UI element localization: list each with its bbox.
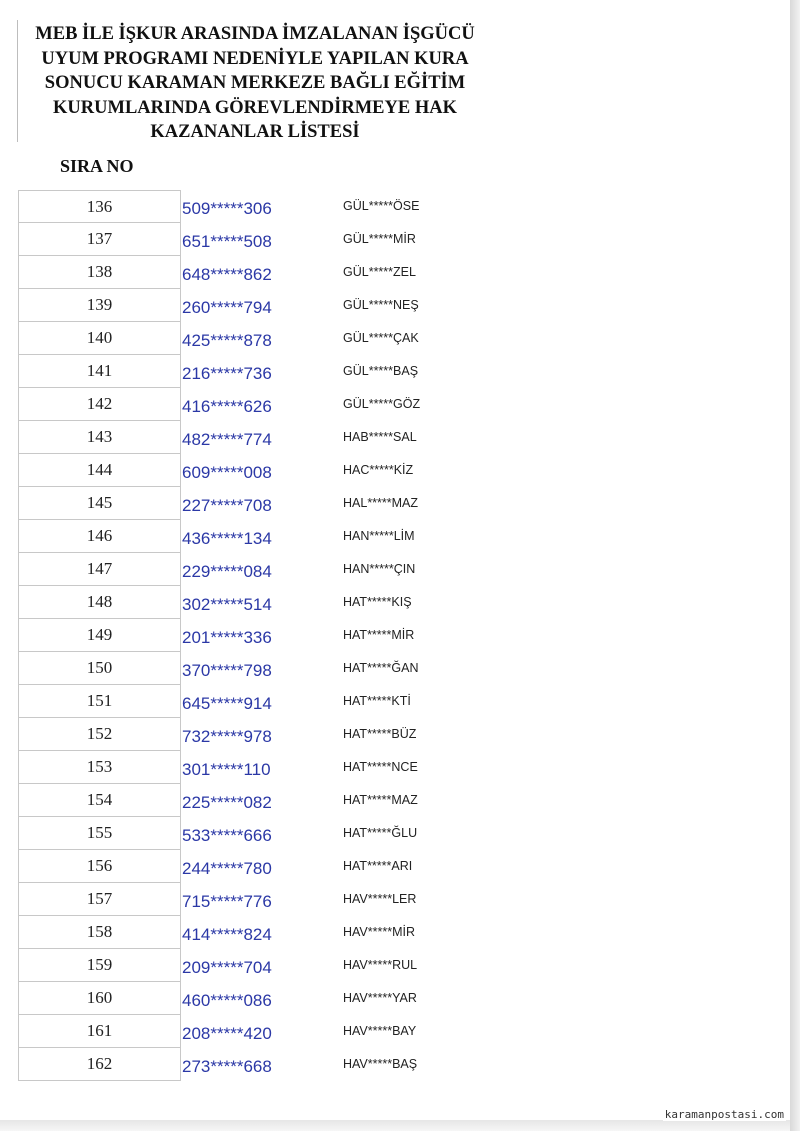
page-shadow-bottom: [0, 1120, 790, 1131]
title-line: UYUM PROGRAMI NEDENİYLE YAPILAN KURA: [41, 48, 469, 69]
masked-id-number: 301*****110: [182, 760, 271, 779]
masked-id-number: 414*****824: [182, 925, 272, 944]
masked-name: GÜL*****GÖZ: [343, 397, 421, 411]
table-row: [18, 322, 478, 355]
title-line: KURUMLARINDA GÖREVLENDİRMEYE HAK: [53, 97, 457, 118]
masked-name: HAB*****SAL: [343, 430, 417, 444]
masked-id-number: 609*****008: [182, 463, 272, 482]
table-row: [18, 817, 478, 850]
masked-name: HAT*****ARI: [343, 859, 413, 873]
sira-no-cell: 150: [18, 652, 181, 685]
sira-no-cell: 158: [18, 916, 181, 949]
table-row: [18, 949, 478, 982]
sira-no-cell: 159: [18, 949, 181, 982]
masked-name: GÜL*****NEŞ: [343, 298, 419, 312]
masked-name: HAT*****ĞLU: [343, 826, 418, 840]
masked-id-number: 425*****878: [182, 331, 272, 350]
table-row: [18, 850, 478, 883]
masked-name: HAT*****MİR: [343, 628, 415, 642]
sira-no-cell: 162: [18, 1048, 181, 1081]
masked-id-number: 302*****514: [182, 595, 272, 614]
masked-name: HAT*****KIŞ: [343, 595, 412, 609]
site-watermark: karamanpostasi.com: [664, 1108, 784, 1121]
table-row: [18, 982, 478, 1015]
table-row: [18, 421, 478, 454]
masked-name: HAV*****BAŞ: [343, 1057, 418, 1071]
table-row: [18, 718, 478, 751]
table-row: [18, 916, 478, 949]
sira-no-cell: 143: [18, 421, 181, 454]
masked-name: GÜL*****ÖSE: [343, 199, 420, 213]
masked-id-number: 509*****306: [182, 199, 272, 218]
table-row: [18, 487, 478, 520]
masked-name: HAN*****ÇIN: [343, 562, 416, 576]
sira-no-cell: 160: [18, 982, 181, 1015]
table-row: [18, 454, 478, 487]
sira-no-cell: 153: [18, 751, 181, 784]
masked-name: HAT*****MAZ: [343, 793, 418, 807]
sira-no-cell: 149: [18, 619, 181, 652]
title-line: KAZANANLAR LİSTESİ: [150, 122, 360, 142]
sira-no-cell: 151: [18, 685, 181, 718]
table-row: [18, 388, 478, 421]
masked-id-number: 208*****420: [182, 1024, 272, 1043]
document-title: [20, 22, 490, 145]
table-row: [18, 190, 478, 223]
masked-id-number: 533*****666: [182, 826, 272, 845]
masked-name: GÜL*****ÇAK: [343, 331, 419, 345]
table-row: [18, 355, 478, 388]
sira-no-header: SIRA NO: [60, 156, 134, 176]
sira-no-cell: 139: [18, 289, 181, 322]
table-row: [18, 553, 478, 586]
sira-no-cell: 157: [18, 883, 181, 916]
masked-name: HAC*****KİZ: [343, 463, 414, 477]
title-line: MEB İLE İŞKUR ARASINDA İMZALANAN İŞGÜCÜ: [35, 24, 475, 44]
masked-id-number: 273*****668: [182, 1057, 272, 1076]
masked-id-number: 370*****798: [182, 661, 272, 680]
sira-no-cell: 161: [18, 1015, 181, 1048]
sira-no-cell: 154: [18, 784, 181, 817]
masked-id-number: 209*****704: [182, 958, 272, 977]
sira-no-cell: 152: [18, 718, 181, 751]
winners-list: [18, 190, 478, 1081]
table-row: [18, 619, 478, 652]
masked-name: HAN*****LİM: [343, 529, 415, 543]
masked-name: GÜL*****MİR: [343, 232, 416, 246]
masked-id-number: 460*****086: [182, 991, 272, 1010]
sira-no-cell: 144: [18, 454, 181, 487]
masked-name: HAL*****MAZ: [343, 496, 419, 510]
masked-id-number: 229*****084: [182, 562, 272, 581]
sira-no-cell: 155: [18, 817, 181, 850]
sira-no-cell: 156: [18, 850, 181, 883]
masked-name: GÜL*****ZEL: [343, 265, 416, 279]
sira-no-cell: 138: [18, 256, 181, 289]
masked-id-number: 482*****774: [182, 430, 272, 449]
table-row: [18, 223, 478, 256]
masked-id-number: 732*****978: [182, 727, 272, 746]
masked-name: HAT*****ĞAN: [343, 661, 419, 675]
masked-id-number: 260*****794: [182, 298, 272, 317]
masked-id-number: 416*****626: [182, 397, 272, 416]
sira-no-cell: 147: [18, 553, 181, 586]
table-row: [18, 883, 478, 916]
sira-no-cell: 146: [18, 520, 181, 553]
masked-id-number: 216*****736: [182, 364, 272, 383]
table-row: [18, 784, 478, 817]
table-row: [18, 1015, 478, 1048]
masked-name: GÜL*****BAŞ: [343, 364, 419, 378]
masked-id-number: 201*****336: [182, 628, 272, 647]
page-shadow-right: [790, 0, 800, 1131]
masked-id-number: 244*****780: [182, 859, 272, 878]
sira-no-cell: 148: [18, 586, 181, 619]
masked-name: HAT*****NCE: [343, 760, 418, 774]
masked-name: HAV*****LER: [343, 892, 417, 906]
table-row: [18, 586, 478, 619]
table-row: [18, 289, 478, 322]
table-row: [18, 751, 478, 784]
table-row: [18, 520, 478, 553]
masked-name: HAV*****MİR: [343, 925, 416, 939]
title-line: SONUCU KARAMAN MERKEZE BAĞLI EĞİTİM: [44, 73, 466, 93]
sira-no-cell: 140: [18, 322, 181, 355]
sira-no-cell: 136: [18, 190, 181, 223]
masked-name: HAT*****BÜZ: [343, 727, 417, 741]
masked-name: HAV*****BAY: [343, 1024, 417, 1038]
masked-id-number: 645*****914: [182, 694, 272, 713]
table-row: [18, 685, 478, 718]
masked-name: HAV*****RUL: [343, 958, 418, 972]
masked-id-number: 715*****776: [182, 892, 272, 911]
sira-no-cell: 137: [18, 223, 181, 256]
sira-no-cell: 142: [18, 388, 181, 421]
masked-id-number: 651*****508: [182, 232, 272, 251]
masked-id-number: 436*****134: [182, 529, 272, 548]
masked-id-number: 227*****708: [182, 496, 272, 515]
sira-no-cell: 145: [18, 487, 181, 520]
title-margin-rule: [17, 20, 18, 142]
table-row: [18, 1048, 478, 1081]
masked-name: HAT*****KTİ: [343, 694, 411, 708]
sira-no-cell: 141: [18, 355, 181, 388]
masked-name: HAV*****YAR: [343, 991, 417, 1005]
table-row: [18, 256, 478, 289]
masked-id-number: 225*****082: [182, 793, 272, 812]
table-row: [18, 652, 478, 685]
masked-id-number: 648*****862: [182, 265, 272, 284]
